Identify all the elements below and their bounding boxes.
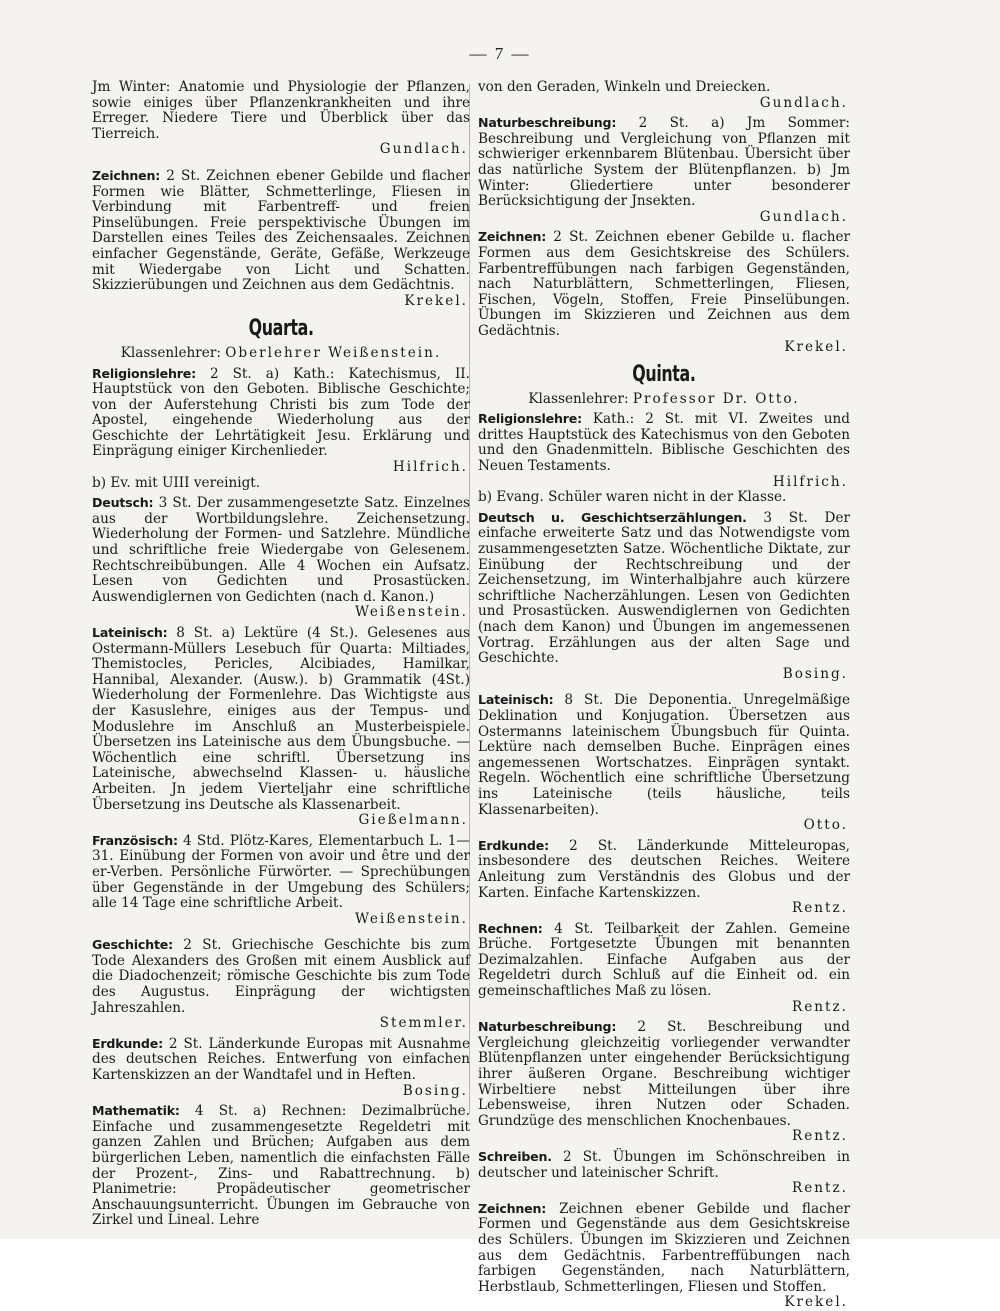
erdkunde-section [478, 838, 850, 917]
signature: Hilfrich. [392, 459, 468, 476]
signature: Gundlach. [379, 141, 468, 158]
subject-heading: Zeichnen: [92, 167, 161, 183]
deutsch-section [92, 495, 470, 621]
signature: Bosing. [782, 665, 848, 682]
zeichnen-section [92, 168, 470, 309]
signature: Weißenstein. [354, 604, 468, 621]
subject-heading: Französisch: [92, 832, 178, 848]
signature: Krekel. [784, 338, 848, 355]
subject-heading: Zeichnen: [478, 229, 547, 245]
class-title-wrap [92, 316, 470, 342]
class-teacher-name: Professor Dr. Otto. [632, 390, 800, 407]
subject-heading: Schreiben. [478, 1149, 552, 1164]
section-text: 2 St. a) Jm Sommer: Beschreibung und Vergleichung von Pflanzen mit schwieriger erkennbarem Blütenbau. Übersicht über das natürliche System der Blütenpflanzen. b) Jm Winter: Gliedertiere unter besonderer Berücksichtigung der Jnsekten. [478, 115, 850, 210]
section-text: 2 St. Länderkunde Mitteleuropas, insbesondere des deutschen Reiches. Weitere Anleitung zum Verständnis des Globus und der Karten. Einfache Kartenskizzen. [478, 837, 850, 901]
section-text: 2 St. Beschreibung und Vergleichung gleichzeitig vorliegender verwandter Blütenpflanzen unter eingehender Berücksichtigung ihrer äußeren Organe. Beschreibung wichtiger Wirbeltiere nebst Mitteilungen über ihre Lebensweise, ihren Nutzen oder Schaden. Grundzüge des menschlichen Knochenbaues. [478, 1019, 850, 1129]
religion-extra: b) Evang. Schüler waren nicht in der Klasse. [478, 489, 787, 506]
section-text: 8 St. Die Deponentia. Unregelmäßige Deklination und Konjugation. Übersetzen aus Ostermanns lateinischem Übungsbuch für Quinta. Lektüre nach demselben Buche. Einprägen eines angemessenen Wortschatzes. Einprägen syntakt. Regeln. Wöchentlich eine schriftliche Übersetzung ins Lateinische (teils häusliche, teils Klassenarbeiten). [478, 692, 850, 818]
continuation-text: von den Geraden, Winkeln und Dreiecken. [478, 79, 771, 95]
section-text: 4 St. a) Rechnen: Dezimalbrüche. Einfache und zusammengesetzte Regeldetri mit ganzen Zahlen und Brüchen; Aufgaben aus dem bürgerlichen Leben, namentlich die einfachsten Fälle der Prozent-, Zins- und Rabattrechnung. b) Planimetrie: Propädeutischer geometrischer Anschauungsunterricht. Übungen im Gebrauche von Zirkel und Lineal. Lehre [92, 1103, 470, 1229]
section-text: 4 St. Teilbarkeit der Zahlen. Gemeine Brüche. Fortgesetzte Übungen mit benannten Dezimalzahlen. Einfache Aufgaben aus der Regeldetri durch Schluß auf die Einheit od. ein gemeinschaftliches Maß zu lösen. [478, 920, 850, 1000]
signature: Weißenstein. [354, 910, 468, 927]
franzoesisch-section [92, 833, 470, 928]
section-text: 2 St. Griechische Geschichte bis zum Tode Alexanders des Großen mit einem Ausblick auf die Diadochenzeit; römische Geschichte bis zum Tode des Augustus. Einprägung der wichtigsten Jahreszahlen. [92, 937, 470, 1016]
subject-heading: Zeichnen: [478, 1200, 547, 1216]
naturbeschreibung-section-2 [478, 1019, 850, 1145]
section-text: 2 St. a) Kath.: Katechismus, II. Hauptstück von den Geboten. Biblische Geschichte; von der Auferstehung Christi bis zum Tode der Apostel, eingehende Wiederholung aus der Geschichte der Lehrtätigkeit Jesu. Erklärung und Einprägung einiger Kirchenlieder. [92, 365, 470, 460]
signature: Otto. [803, 817, 848, 834]
signature: Bosing. [402, 1082, 468, 1099]
erdkunde-section [92, 1036, 470, 1099]
signature: Rentz. [792, 1180, 848, 1197]
intro-text: Jm Winter: Anatomie und Physiologie der Pflanzen, sowie einiges über Pflanzenkrankheiten und ihre Erreger. Niedere Tiere und Überblick über das Tierreich. [92, 79, 470, 142]
section-text: 3 St. Der einfache erweiterte Satz und das Notwendigste vom zusammengesetzten Satze. Wöchentliche Diktate, zur Einübung der Rechtschreibung und der Zeichensetzung, im Winterhalbjahre auch kürzere schriftliche Nacherzählungen. Lesen von Gedichten und Prosastücken. Auswendiglernen von Gedichten (nach dem Kanon) und Übungen im angemessenen Vortrag. Erzählungen aus der alten Sage und Geschichte. [478, 509, 850, 667]
section-text: 4 Std. Plötz-Kares, Elementarbuch L. 1—31. Einübung der Formen von avoir und être und der er-Verben. Persönliche Fürwörter. — Sprechübungen über Gegenstände in der Umgebung des Schülers; alle 14 Tage eine schriftliche Arbeit. [92, 832, 470, 912]
page-number: — 7 — [469, 44, 531, 63]
right-column [478, 80, 850, 1311]
continuation-paragraph [478, 80, 850, 111]
subject-heading: Erdkunde: [92, 1035, 163, 1051]
class-teacher-label: Klassenlehrer: [120, 344, 221, 361]
subject-heading: Mathematik: [92, 1103, 180, 1119]
signature: Gießelmann. [358, 812, 468, 829]
subject-heading: Geschichte: [92, 937, 173, 953]
deutsch-section [478, 510, 850, 683]
section-text: 2 St. Übungen im Schönschreiben in deutscher und lateinischer Schrift. [478, 1149, 850, 1181]
religion-section [478, 411, 850, 490]
section-text: 2 St. Zeichnen ebener Gebilde u. flacher Formen aus dem Gesichtskreise des Schülers. Farbentreffübungen nach farbigen Gegenständen, nach Naturblättern, Schmetterlingen, Fliesen, Fischen, Vögeln, Stoffen, Freie Pinselübungen. Übungen im Skizzieren und Zeichnen aus dem Gedächtnis. [478, 229, 850, 339]
class-teacher-name: Oberlehrer Weißenstein. [225, 344, 442, 361]
section-text: 2 St. Zeichnen ebener Gebilde und flacher Formen wie Blätter, Schmetterlinge, Fliesen in Verbindung mit Farbentreff- und freien Pinselübungen. Freie perspektivische Übungen im Darstellen eines Teiles des Zeichensaales. Zeichnen einfacher Gegenstände, Geräte, Gefäße, Werkzeuge mit Wiedergabe von Licht und Schatten. Skizzierübungen und Zeichnen aus dem Gedächtnis. [92, 167, 470, 294]
subject-heading: Erdkunde: [478, 837, 549, 853]
section-text: 3 St. Der zusammengesetzte Satz. Einzelnes aus der Wortbildungslehre. Zeichensetzung. Wiederholung der Formen- und Satzlehre. Mündliche und schriftliche freie Wiedergabe von Gelesenem. Rechtschreibübungen. Alle 4 Wochen ein Aufsatz. Lesen von Gedichten und Prosastücken. Auswendiglernen von Gedichten (nach d. Kanon.) [92, 495, 470, 605]
naturbeschreibung-section [478, 115, 850, 225]
signature: Stemmler. [379, 1015, 468, 1032]
signature: Rentz. [792, 1128, 848, 1145]
signature: Gundlach. [759, 208, 848, 225]
section-text: 8 St. a) Lektüre (4 St.). Gelesenes aus Ostermann-Müllers Lesebuch für Quarta: Miltiades, Themistocles, Pericles, Alcibiades, Hamilkar, Hannibal, Alexander. (Ausw.). b) Grammatik (4St.) Wiederholung der Formenlehre. Das Wichtigste aus der Kasuslehre, einiges aus der Tempus- und Moduslehre im Anschluß an Musterbeispiele. Übersetzen ins Lateinische aus dem Übungsbuche. — Wöchentlich eine schriftl. Übersetzung ins Lateinische, abwechselnd Klassen- u. häusliche Arbeiten. Jn jedem Vierteljahr eine schriftliche Übersetzung ins Deutsche als Klassenarbeit. [92, 625, 470, 813]
signature: Krekel. [784, 1294, 848, 1311]
signature: Rentz. [792, 900, 848, 917]
subject-heading: Naturbeschreibung: [478, 115, 617, 131]
subject-heading: Rechnen: [478, 920, 543, 936]
subject-heading: Lateinisch: [478, 692, 554, 708]
class-title-quinta: Quinta. [632, 362, 696, 388]
subject-heading: Deutsch: [92, 495, 154, 511]
class-teacher [478, 392, 850, 408]
class-teacher [92, 346, 470, 362]
subject-heading: Naturbeschreibung: [478, 1019, 617, 1035]
zeichnen-section-2 [478, 1201, 850, 1311]
section-text: Zeichnen ebener Gebilde und flacher Formen und Gegenstände aus dem Gesichtskreise des Schülers. Übungen im Skizzieren und Zeichnen aus dem Gedächtnis. Farbentreffübungen nach farbigen Gegenständen, nach Naturblättern, Herbstlaub, Schmetterlingen, Fliesen und Stoffen. [478, 1200, 850, 1295]
geschichte-section [92, 937, 470, 1032]
lateinisch-section [478, 692, 850, 833]
left-column [92, 80, 470, 1229]
class-title-wrap [478, 362, 850, 388]
subject-heading: Deutsch u. Geschichtserzählungen. [478, 509, 747, 525]
lateinisch-section [92, 625, 470, 829]
section-text: 2 St. Länderkunde Europas mit Ausnahme des deutschen Reiches. Entwerfung von einfachen Kartenskizzen an der Wandtafel und in Heften. [92, 1035, 470, 1084]
signature: Gundlach. [759, 94, 848, 111]
signature: Krekel. [404, 292, 468, 309]
zeichnen-section [478, 229, 850, 355]
signature: Rentz. [792, 998, 848, 1015]
rechnen-section [478, 921, 850, 1016]
signature: Hilfrich. [772, 473, 848, 490]
class-teacher-label: Klassenlehrer: [528, 390, 629, 407]
subject-heading: Religionslehre: [478, 411, 582, 427]
class-title-quarta: Quarta. [248, 316, 314, 342]
mathematik-section [92, 1103, 470, 1229]
subject-heading: Lateinisch: [92, 625, 168, 640]
religion-extra: b) Ev. mit UIII vereinigt. [92, 474, 261, 491]
subject-heading: Religionslehre: [92, 365, 196, 381]
religion-section [92, 366, 470, 476]
section-text: Kath.: 2 St. mit VI. Zweites und drittes Hauptstück des Katechismus von den Geboten und den Gnadenmitteln. Biblische Geschichten des Neuen Testaments. [478, 411, 850, 475]
intro-paragraph [92, 80, 470, 158]
schreiben-section [478, 1149, 850, 1197]
